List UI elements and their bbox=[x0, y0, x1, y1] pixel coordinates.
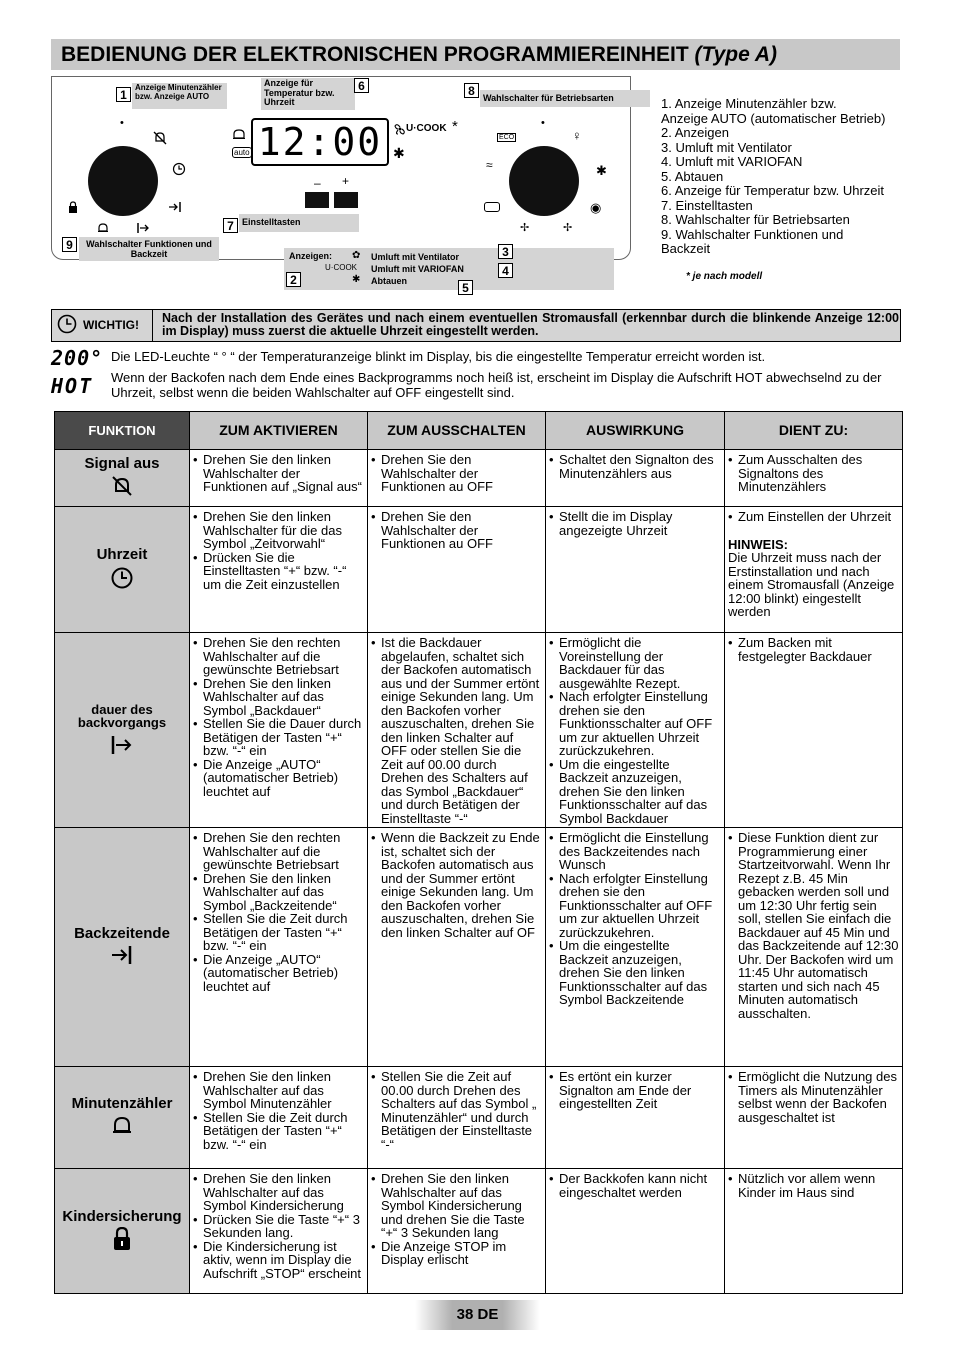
list-item: • Zum Backen mit festgelegter Backdauer bbox=[738, 636, 899, 663]
table-row bbox=[55, 507, 903, 633]
purpose-cell bbox=[725, 450, 903, 507]
legend-item: 2. Anzeigen bbox=[661, 125, 729, 140]
purpose-cell bbox=[725, 633, 903, 828]
deactivate-cell bbox=[368, 828, 546, 1067]
off-dot: • bbox=[541, 117, 545, 129]
auto-indicator: auto bbox=[234, 148, 250, 157]
deactivate-list bbox=[371, 1070, 542, 1151]
effect-cell bbox=[546, 1169, 725, 1294]
activate-list bbox=[193, 831, 364, 993]
effect-cell bbox=[546, 828, 725, 1067]
deactivate-cell bbox=[368, 1067, 546, 1169]
purpose-list bbox=[728, 1172, 899, 1199]
deactivate-cell bbox=[368, 633, 546, 828]
list-item: • Drehen Sie den linken Wahlschalter auf das Symbol „Backzeitende“ bbox=[203, 872, 364, 913]
display-200: 200° bbox=[51, 346, 104, 370]
legend-item: 7. Einstelltasten bbox=[661, 197, 753, 213]
activate-cell bbox=[190, 1067, 368, 1169]
list-item: • Stellen Sie die Zeit durch Betätigen der Tasten “+“ bzw. “-“ ein bbox=[203, 1111, 364, 1152]
purpose-cell bbox=[725, 1169, 903, 1294]
fan-icon bbox=[393, 122, 407, 141]
purpose-list bbox=[728, 1070, 899, 1124]
callout-5: 5 bbox=[458, 280, 473, 295]
legend-item: 5. Abtauen bbox=[661, 168, 724, 184]
table-row bbox=[55, 633, 903, 828]
deactivate-list bbox=[371, 453, 542, 494]
list-item: • Drehen Sie den linken Wahlschalter auf das Symbol „Backdauer“ bbox=[203, 677, 364, 718]
plus-label: + bbox=[342, 174, 350, 188]
eco-icon: ECO bbox=[499, 134, 515, 141]
list-item: • Drehen Sie den Wahlschalter der Funktionen au OFF bbox=[381, 510, 542, 551]
function-cell bbox=[55, 450, 190, 507]
purpose-list bbox=[728, 636, 899, 663]
label-8: Wahlschalter für Betriebsarten bbox=[480, 90, 650, 107]
minus-button[interactable] bbox=[305, 192, 329, 208]
list-item: • Die Anzeige „AUTO“ (automatischer Betrieb) leuchtet auf bbox=[203, 953, 364, 994]
lock-icon bbox=[58, 1227, 186, 1254]
table-header-row bbox=[55, 412, 903, 450]
list-item: • Drehen Sie den rechten Wahlschalter auf die gewünschte Betriebsart bbox=[203, 831, 364, 872]
callout-2: 2 bbox=[286, 272, 301, 287]
anzeigen-list bbox=[371, 251, 464, 287]
clock-icon bbox=[57, 314, 77, 339]
fan-mode-icon: ✢ bbox=[520, 222, 530, 234]
callout-8: 8 bbox=[464, 83, 479, 98]
label-9: Wahlschalter Funktionen und Backzeit bbox=[79, 237, 219, 261]
table-row bbox=[55, 1169, 903, 1294]
defrost-icon: ✱ bbox=[393, 145, 405, 161]
effect-list bbox=[549, 510, 721, 537]
callout-9: 9 bbox=[62, 237, 77, 252]
list-item: • Schaltet den Signalton des Minutenzählers aus bbox=[559, 453, 721, 480]
effect-cell bbox=[546, 633, 725, 828]
list-item: • Ist die Backdauer abgelaufen, schaltet sich der Backofen automatisch aus und der Summer ertönt einige Sekunden lang. Um den Backofen vorher auszuschalten, drehen Sie den linken Schalter auf OFF oder stellen Sie die Zeit auf 00.00 durch Drehen des Schalters auf das Symbol „Backdauer“ und durch Betätigen der Einstelltaste “-“ bbox=[381, 636, 542, 825]
bell-icon bbox=[58, 1115, 186, 1140]
activate-cell bbox=[190, 507, 368, 633]
purpose-list bbox=[728, 510, 899, 524]
activate-list bbox=[193, 453, 364, 494]
list-item: • Die Anzeige STOP im Display erlischt bbox=[381, 1240, 542, 1267]
legend-item: 8. Wahlschalter für Betriebsarten bbox=[661, 212, 850, 227]
list-item: • Es ertönt ein kurzer Signalton am Ende der eingestellten Zeit bbox=[559, 1070, 721, 1111]
anzeige-umluft-ventilator: Umluft mit Ventilator bbox=[371, 252, 460, 262]
list-item: • Diese Funktion dient zur Programmierung einer Startzeitvorwahl. Wenn Ihr Rezept z.B. 45 Min gebacken werden soll und um 12:30 Uhr fertig sein soll, stellen Sie einfach die Backdauer auf 45 Min und das Backzeitende auf 12:30 Uhr. Der Backofen wird um 11:45 Uhr automatisch starten und sich nach 45 Minuten automatisch ausschalten. bbox=[738, 831, 899, 1020]
list-item: • Der Backkofen kann nicht eingeschaltet werden bbox=[559, 1172, 721, 1199]
list-item: • Drehen Sie den linken Wahlschalter der Funktionen auf „Signal aus“ bbox=[203, 453, 364, 494]
legend-item: 6. Anzeige für Temperatur bzw. Uhrzeit bbox=[661, 183, 885, 198]
effect-list bbox=[549, 636, 721, 825]
list-item: • Drehen Sie den linken Wahlschalter auf das Symbol Minutenzähler bbox=[203, 1070, 364, 1111]
anzeigen-label: Anzeigen: bbox=[289, 251, 333, 261]
function-table bbox=[54, 411, 903, 1294]
list-item: • Drehen Sie den linken Wahlschalter auf das Symbol Kindersicherung und drehen Sie die Taste “+“ 3 Sekunden lang bbox=[381, 1172, 542, 1240]
activate-list bbox=[193, 636, 364, 798]
deactivate-cell bbox=[368, 1169, 546, 1294]
deactivate-cell bbox=[368, 450, 546, 507]
activate-cell bbox=[190, 633, 368, 828]
effect-list bbox=[549, 1070, 721, 1111]
label-6: Anzeige für Temperatur bzw. Uhrzeit bbox=[261, 78, 355, 110]
function-cell bbox=[55, 828, 190, 1067]
hinweis-label: HINWEIS: bbox=[728, 536, 788, 552]
effect-list bbox=[549, 1172, 721, 1199]
list-item: • Stellt die im Display angezeigte Uhrzeit bbox=[559, 510, 721, 537]
info-text-1: Die LED-Leuchte “ ° “ der Temperaturanzeige blinkt im Display, bis die eingestellte Temperatur erreicht worden ist. bbox=[111, 349, 766, 364]
list-item: • Zum Einstellen der Uhrzeit bbox=[738, 510, 899, 524]
fan-grill-icon: ✢ bbox=[563, 222, 573, 234]
bell-off-icon bbox=[58, 474, 186, 501]
left-knob[interactable] bbox=[88, 146, 158, 216]
effect-list bbox=[549, 831, 721, 1007]
deactivate-list bbox=[371, 1172, 542, 1267]
function-cell bbox=[55, 1067, 190, 1169]
page-number: 38 DE bbox=[415, 1300, 540, 1330]
callout-4: 4 bbox=[498, 263, 513, 278]
list-item: • Nützlich vor allem wenn Kinder im Haus sind bbox=[738, 1172, 899, 1199]
list-item: • Stellen Sie die Zeit auf 00.00 durch Drehen des Schalters auf das Symbol „ Minutenzähler“ und durch Betätigen der Einstelltaste “-“ bbox=[381, 1070, 542, 1151]
ucook-indicator: U·COOK bbox=[406, 123, 447, 134]
defrost-small-icon: ✱ bbox=[352, 274, 361, 285]
function-name: Uhrzeit bbox=[96, 546, 148, 563]
list-item: • Drehen Sie den rechten Wahlschalter auf die gewünschte Betriebsart bbox=[203, 636, 364, 677]
hinweis-text: Die Uhrzeit muss nach der Erstinstallation und nach einem Stromausfall (Anzeige 12:00 blinkt) eingestellt werden bbox=[728, 550, 895, 619]
activate-cell bbox=[190, 1169, 368, 1294]
lock-icon bbox=[68, 200, 78, 218]
effect-cell bbox=[546, 450, 725, 507]
ucook-small: U·COOK bbox=[325, 263, 357, 272]
fan-small-icon: ✿ bbox=[352, 250, 361, 261]
list-item: • Nach erfolgter Einstellung drehen sie den Funktionsschalter auf OFF um zur aktuellen Uhrzeit zurückzukehren. bbox=[559, 690, 721, 758]
legend-item: Backzeit bbox=[661, 241, 711, 256]
bell-off-icon bbox=[152, 130, 168, 151]
list-item: • Um die eingestellte Backzeit anzuzeigen, drehen Sie den linken Funktionsschalter auf das Symbol Backdauer bbox=[559, 758, 721, 826]
function-cell bbox=[55, 507, 190, 633]
important-label: WICHTIG! bbox=[83, 318, 139, 332]
list-item: • Zum Ausschalten des Signaltons des Minutenzählers bbox=[738, 453, 899, 494]
list-item: • Ermöglicht die Voreinstellung der Backdauer für das ausgewählte Rezept. bbox=[559, 636, 721, 690]
legend-item: 4. Umluft mit VARIOFAN bbox=[661, 154, 803, 169]
header-dient-zu: DIENT ZU: bbox=[725, 412, 903, 450]
end-time-icon bbox=[168, 200, 182, 218]
table-row bbox=[55, 828, 903, 1067]
callout-6: 6 bbox=[354, 78, 369, 93]
activate-cell bbox=[190, 450, 368, 507]
activate-list bbox=[193, 1172, 364, 1280]
clock-icon bbox=[58, 566, 186, 593]
defrost-mode-icon: ✱ bbox=[596, 163, 607, 178]
list-item: • Nach erfolgter Einstellung drehen sie den Funktionsschalter auf OFF um zur aktuellen Uhrzeit zurückzukehren. bbox=[559, 872, 721, 940]
legend-item: 1. Anzeige Minutenzähler bzw. bbox=[661, 96, 837, 111]
minus-label: – bbox=[314, 176, 321, 190]
important-notice bbox=[51, 309, 901, 342]
legend-list bbox=[661, 97, 885, 257]
function-name: Minutenzähler bbox=[71, 1095, 173, 1112]
bottom-heat-icon: ≈ bbox=[486, 158, 493, 172]
list-item: • Ermöglicht die Einstellung des Backzeitendes nach Wunsch bbox=[559, 831, 721, 872]
list-item: • Drücken Sie die Einstelltasten “+“ bzw. “-“ um die Zeit einzustellen bbox=[203, 551, 364, 592]
list-item: • Drehen Sie den Wahlschalter der Funktionen au OFF bbox=[381, 453, 542, 494]
header-aktivieren: ZUM AKTIVIEREN bbox=[190, 412, 368, 450]
deactivate-list bbox=[371, 831, 542, 939]
divider bbox=[152, 310, 153, 341]
deactivate-list bbox=[371, 510, 542, 551]
function-name: dauer des backvorgangs bbox=[77, 701, 167, 731]
header-auswirkung: AUSWIRKUNG bbox=[546, 412, 725, 450]
activate-list bbox=[193, 510, 364, 591]
legend-item: 9. Wahlschalter Funktionen und bbox=[661, 226, 844, 242]
clock-icon bbox=[172, 162, 186, 181]
purpose-cell bbox=[725, 507, 903, 633]
display-hot: HOT bbox=[51, 374, 94, 398]
list-item: • Stellen Sie die Dauer durch Betätigen der Tasten “+“ bzw. “-“ ein bbox=[203, 717, 364, 758]
callout-1: 1 bbox=[116, 87, 131, 102]
important-text: Nach der Installation des Gerätes und nach einem eventuellen Stromausfall (erkennbar durch die blinkende Anzeige 12:00 im Display) muss zuerst die aktuelle Uhrzeit eingestellt werden. bbox=[162, 311, 899, 338]
list-item: • Um die eingestellte Backzeit anzuzeigen, drehen Sie den linken Funktionsschalter auf das Symbol Backzeitende bbox=[559, 939, 721, 1007]
table-row bbox=[55, 450, 903, 507]
info-text-2: Wenn der Backofen nach dem Ende eines Backprogramms noch heiß ist, erscheint im Display die Aufschrift HOT abwechselnd zu der Uhrzeit, selbst wenn die beiden Wahlschalter auf OFF eingestellt sind. bbox=[111, 370, 882, 400]
list-item: • Drücken Sie die Taste “+“ 3 Sekunden lang. bbox=[203, 1213, 364, 1240]
effect-cell bbox=[546, 1067, 725, 1169]
asterisk-note: * bbox=[452, 118, 458, 135]
deactivate-list bbox=[371, 636, 542, 825]
purpose-cell bbox=[725, 828, 903, 1067]
grill-icon bbox=[484, 202, 500, 212]
table-row bbox=[55, 1067, 903, 1169]
eye-icon: ◉ bbox=[590, 200, 602, 215]
display-time: 12:00 bbox=[257, 120, 383, 164]
cook-duration-icon bbox=[58, 734, 186, 759]
effect-cell bbox=[546, 507, 725, 633]
legend-note: * je nach modell bbox=[686, 271, 763, 282]
header-funktion: FUNKTION bbox=[55, 412, 190, 450]
anzeige-abtauen: Abtauen bbox=[371, 276, 407, 286]
page-title bbox=[51, 39, 900, 70]
deactivate-cell bbox=[368, 507, 546, 633]
right-knob[interactable] bbox=[509, 146, 579, 216]
list-item: • Drehen Sie den linken Wahlschalter auf das Symbol Kindersicherung bbox=[203, 1172, 364, 1213]
title-text: BEDIENUNG DER ELEKTRONISCHEN PROGRAMMIEREINHEIT bbox=[61, 43, 689, 66]
list-item: • Stellen Sie die Zeit durch Betätigen der Tasten “+“ bzw. “-“ ein bbox=[203, 912, 364, 953]
function-cell bbox=[55, 1169, 190, 1294]
callout-7: 7 bbox=[223, 218, 238, 233]
function-name: Backzeitende bbox=[74, 924, 170, 942]
effect-list bbox=[549, 453, 721, 480]
legend-item: 3. Umluft mit Ventilator bbox=[661, 139, 792, 155]
time-display bbox=[251, 118, 389, 166]
alarm-indicator-icon bbox=[232, 128, 246, 147]
callout-3: 3 bbox=[498, 244, 513, 259]
label-1: Anzeige Minutenzähler bzw. Anzeige AUTO bbox=[132, 83, 227, 109]
legend-item: Anzeige AUTO (automatischer Betrieb) bbox=[661, 110, 886, 126]
function-name: Signal aus bbox=[84, 454, 160, 472]
list-item: • Drehen Sie den linken Wahlschalter für die das Symbol „Zeitvorwahl“ bbox=[203, 510, 364, 551]
function-name: Kindersicherung bbox=[62, 1207, 182, 1225]
activate-cell bbox=[190, 828, 368, 1067]
label-7: Einstelltasten bbox=[239, 214, 359, 232]
anzeige-umluft-variofan: Umluft mit VARIOFAN bbox=[371, 264, 464, 274]
purpose-list bbox=[728, 831, 899, 1020]
list-item: • Die Anzeige „AUTO“ (automatischer Betrieb) leuchtet auf bbox=[203, 758, 364, 799]
function-cell bbox=[55, 633, 190, 828]
header-ausschalten: ZUM AUSSCHALTEN bbox=[368, 412, 546, 450]
dot-indicator: • bbox=[120, 117, 124, 129]
list-item: • Wenn die Backzeit zu Ende ist, schaltet sich der Backofen automatisch aus und der Summer ertönt einige Sekunden lang. Um den Backofen vorher auszuschalten, drehen Sie den linken Schalter auf OF bbox=[381, 831, 542, 939]
activate-list bbox=[193, 1070, 364, 1151]
title-type: (Type A) bbox=[694, 43, 777, 66]
lamp-icon: ♀ bbox=[572, 128, 582, 143]
plus-button[interactable] bbox=[334, 192, 358, 208]
end-time-icon bbox=[58, 944, 186, 969]
list-item: • Die Kindersicherung ist aktiv, wenn im Display die Aufschrift „STOP“ erscheint bbox=[203, 1240, 364, 1281]
purpose-cell bbox=[725, 1067, 903, 1169]
purpose-list bbox=[728, 453, 899, 494]
list-item: • Ermöglicht die Nutzung des Timers als Minutenzähler selbst wenn der Backofen ausgeschaltet ist bbox=[738, 1070, 899, 1124]
